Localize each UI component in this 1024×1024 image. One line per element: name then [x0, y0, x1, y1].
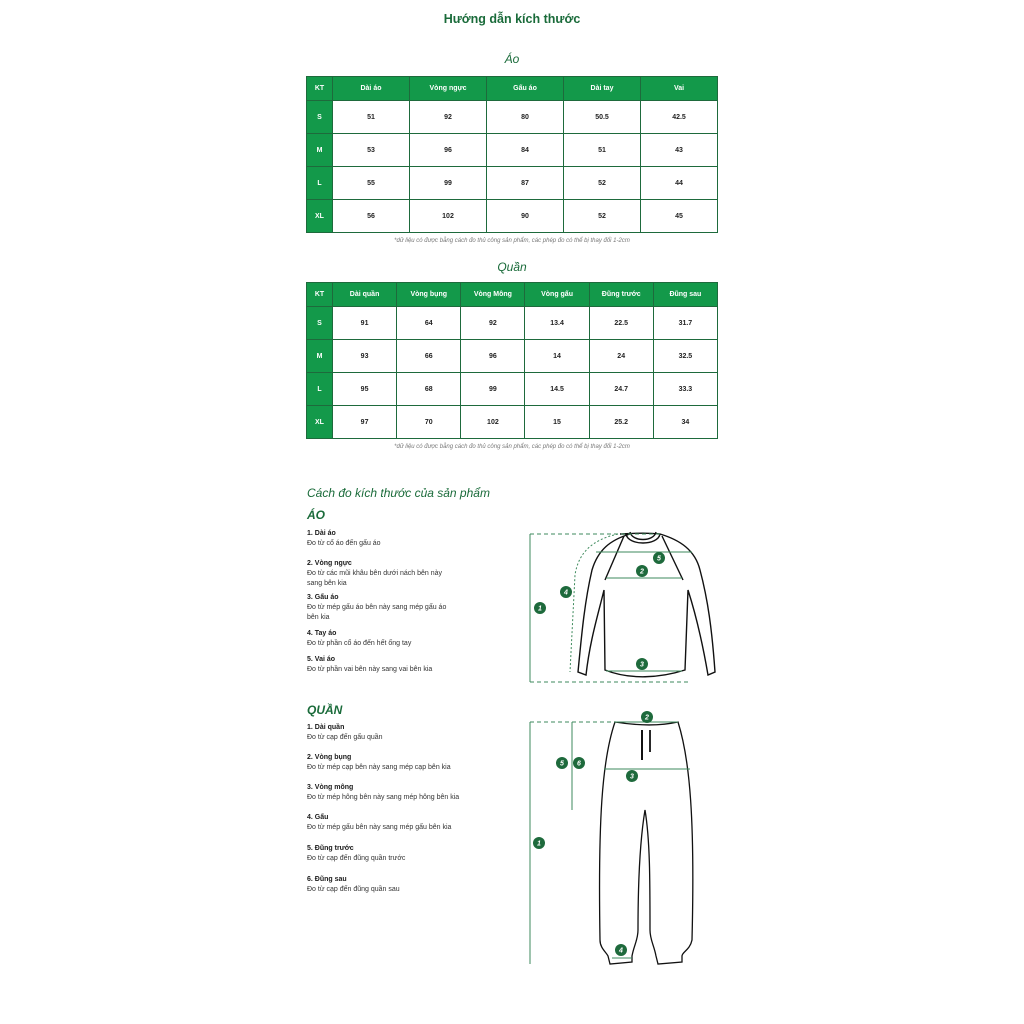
table-row	[307, 200, 718, 233]
guide-item	[307, 723, 507, 753]
table-cell: 91	[333, 307, 397, 340]
svg-text:3: 3	[630, 773, 634, 781]
how-to-measure-title: Cách đo kích thước của sản phẩm	[307, 486, 490, 500]
guide-item	[307, 629, 507, 655]
svg-text:5: 5	[560, 760, 564, 768]
guide-item-title: 3. Vòng mông	[307, 784, 354, 791]
guide-item-desc: Đo từ cạp đến đũng quần sau	[307, 886, 400, 893]
header-back-rise: Đũng sau	[653, 283, 717, 307]
table-row	[307, 340, 718, 373]
table-cell: 24	[589, 340, 653, 373]
table-cell: 102	[461, 406, 525, 439]
guide-item-desc: Đo từ cạp đến gấu quần	[307, 734, 383, 741]
header-sleeve: Dài tay	[564, 77, 641, 101]
size-label: XL	[307, 406, 333, 439]
svg-text:2: 2	[645, 714, 649, 722]
shirt-size-table	[306, 76, 718, 233]
pants-table-note: *dữ liệu có được bằng cách đo thủ công sản phẩm, các phép đo có thể bị thay đổi 1-2cm	[394, 444, 630, 450]
size-label: M	[307, 134, 333, 167]
guide-item	[307, 593, 457, 629]
table-cell: 99	[461, 373, 525, 406]
guide-item-desc: Đo từ phần cổ áo đến hết ống tay	[307, 640, 412, 647]
table-cell: 90	[487, 200, 564, 233]
guide-item-title: 4. Tay áo	[307, 630, 337, 637]
table-cell: 92	[461, 307, 525, 340]
header-kt: KT	[307, 77, 333, 101]
header-hem: Gấu áo	[487, 77, 564, 101]
table-cell: 66	[397, 340, 461, 373]
guide-item-desc: Đo từ mép gấu áo bên này sang mép gấu áo bên kia	[307, 604, 447, 621]
size-label: S	[307, 101, 333, 134]
table-cell: 14	[525, 340, 589, 373]
table-cell: 56	[333, 200, 410, 233]
shirt-guide-heading: ÁO	[307, 508, 325, 522]
shirt-table-caption: Áo	[504, 52, 520, 66]
table-cell: 102	[410, 200, 487, 233]
shirt-table-note: *dữ liệu có được bằng cách đo thủ công sản phẩm, các phép đo có thể bị thay đổi 1-2cm	[394, 238, 630, 244]
table-cell: 64	[397, 307, 461, 340]
guide-item	[307, 783, 507, 813]
guide-item-desc: Đo từ cổ áo đến gấu áo	[307, 540, 381, 547]
guide-item	[307, 813, 507, 844]
table-cell: 55	[333, 167, 410, 200]
table-cell: 25.2	[589, 406, 653, 439]
table-cell: 45	[641, 200, 718, 233]
svg-text:1: 1	[538, 605, 542, 613]
table-cell: 70	[397, 406, 461, 439]
guide-item-title: 2. Vòng ngực	[307, 560, 352, 567]
table-cell: 51	[564, 134, 641, 167]
table-cell: 15	[525, 406, 589, 439]
pants-measurement-diagram	[520, 700, 720, 980]
table-cell: 96	[461, 340, 525, 373]
header-chest: Vòng ngực	[410, 77, 487, 101]
table-cell: 96	[410, 134, 487, 167]
header-length: Dài áo	[333, 77, 410, 101]
guide-item-title: 6. Đũng sau	[307, 876, 347, 883]
table-header-row	[307, 77, 718, 101]
table-cell: 33.3	[653, 373, 717, 406]
header-hem: Vòng gấu	[525, 283, 589, 307]
table-cell: 22.5	[589, 307, 653, 340]
svg-text:5: 5	[657, 555, 661, 563]
svg-text:4: 4	[564, 589, 568, 597]
header-shoulder: Vai	[641, 77, 718, 101]
table-cell: 42.5	[641, 101, 718, 134]
guide-item-title: 1. Dài quần	[307, 724, 345, 731]
svg-text:1: 1	[537, 840, 541, 848]
pants-outline-icon	[600, 722, 693, 964]
svg-text:3: 3	[640, 661, 644, 669]
table-cell: 92	[410, 101, 487, 134]
table-cell: 43	[641, 134, 718, 167]
pants-guide-heading: QUẦN	[307, 703, 343, 717]
table-cell: 51	[333, 101, 410, 134]
svg-text:2: 2	[640, 568, 644, 576]
table-cell: 93	[333, 340, 397, 373]
header-waist: Vòng bụng	[397, 283, 461, 307]
table-cell: 68	[397, 373, 461, 406]
guide-item-desc: Đo từ mép gấu bên này sang mép gấu bên kia	[307, 824, 452, 831]
guide-item	[307, 875, 507, 895]
table-cell: 13.4	[525, 307, 589, 340]
guide-item-title: 1. Dài áo	[307, 530, 336, 537]
page-title: Hướng dẫn kích thước	[443, 12, 581, 26]
table-cell: 53	[333, 134, 410, 167]
guide-item-desc: Đo từ cạp đến đũng quần trước	[307, 855, 406, 862]
table-row	[307, 134, 718, 167]
table-cell: 97	[333, 406, 397, 439]
table-row	[307, 406, 718, 439]
guide-item-desc: Đo từ mép cạp bên này sang mép cạp bên kia	[307, 764, 451, 771]
table-cell: 80	[487, 101, 564, 134]
table-cell: 50.5	[564, 101, 641, 134]
guide-item-title: 5. Đũng trước	[307, 845, 354, 852]
guide-item	[307, 529, 507, 559]
pants-table-caption: Quần	[497, 260, 527, 274]
shirt-outline-icon	[578, 532, 715, 677]
guide-item	[307, 844, 507, 875]
table-cell: 32.5	[653, 340, 717, 373]
header-hip: Vòng Mông	[461, 283, 525, 307]
guide-item-desc: Đo từ mép hông bên này sang mép hông bên kia	[307, 794, 460, 801]
guide-item-desc: Đo từ phần vai bên này sang vai bên kia	[307, 666, 433, 673]
shirt-guide-list	[307, 529, 507, 675]
pants-size-table	[306, 282, 718, 439]
table-cell: 52	[564, 167, 641, 200]
table-cell: 31.7	[653, 307, 717, 340]
size-label: L	[307, 373, 333, 406]
guide-item-title: 5. Vai áo	[307, 656, 336, 663]
shirt-measurement-diagram	[520, 520, 720, 690]
table-cell: 44	[641, 167, 718, 200]
table-cell: 34	[653, 406, 717, 439]
guide-item-desc: Đo từ các mũi khâu bên dưới nách bên này sang bên kia	[307, 570, 442, 587]
table-cell: 95	[333, 373, 397, 406]
table-row	[307, 167, 718, 200]
guide-item-title: 3. Gấu áo	[307, 594, 339, 601]
size-label: XL	[307, 200, 333, 233]
guide-item	[307, 655, 507, 675]
table-cell: 87	[487, 167, 564, 200]
svg-text:4: 4	[619, 947, 623, 955]
table-cell: 84	[487, 134, 564, 167]
size-label: L	[307, 167, 333, 200]
table-cell: 14.5	[525, 373, 589, 406]
guide-item-title: 2. Vòng bụng	[307, 754, 352, 761]
guide-item	[307, 753, 507, 783]
header-kt: KT	[307, 283, 333, 307]
guide-item-title: 4. Gấu	[307, 814, 329, 821]
table-cell: 99	[410, 167, 487, 200]
table-cell: 52	[564, 200, 641, 233]
size-label: M	[307, 340, 333, 373]
svg-text:6: 6	[577, 760, 581, 768]
table-row	[307, 101, 718, 134]
table-row	[307, 307, 718, 340]
table-row	[307, 373, 718, 406]
header-front-rise: Đũng trước	[589, 283, 653, 307]
table-header-row	[307, 283, 718, 307]
pants-guide-list	[307, 723, 507, 895]
table-cell: 24.7	[589, 373, 653, 406]
guide-item	[307, 559, 457, 593]
size-label: S	[307, 307, 333, 340]
header-length: Dài quần	[333, 283, 397, 307]
